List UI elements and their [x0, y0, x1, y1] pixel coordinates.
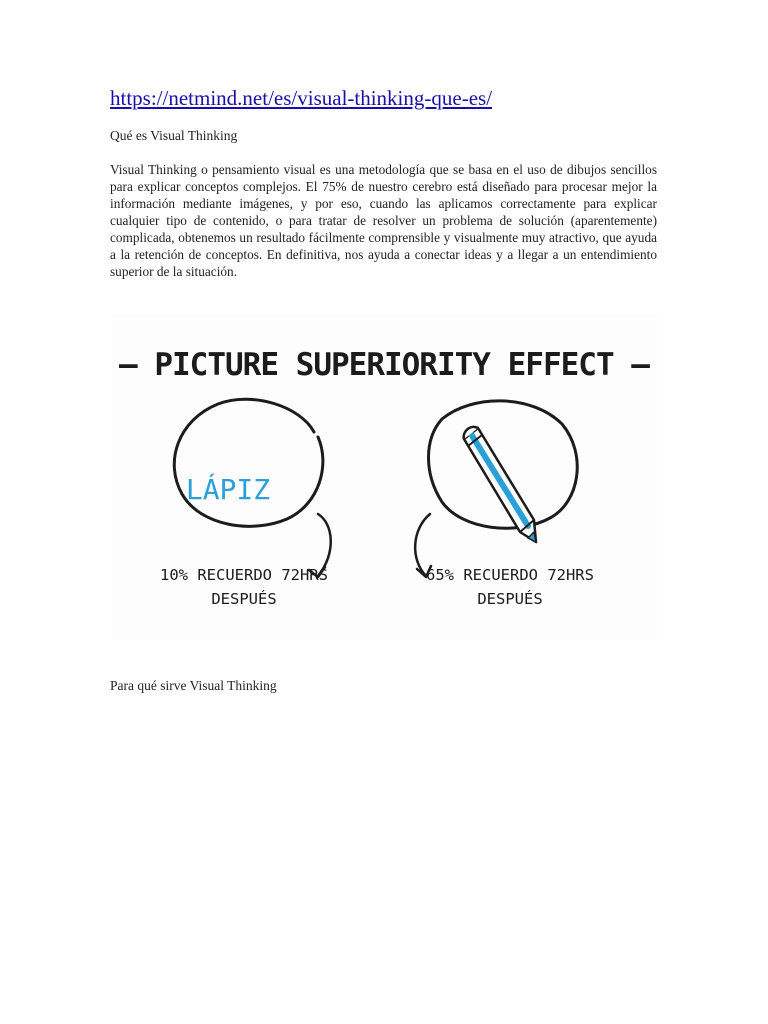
right-circle [429, 401, 578, 528]
figure-title: – PICTURE SUPERIORITY EFFECT – [119, 347, 649, 383]
left-caption-line1: 10% RECUERDO 72HRS [160, 566, 328, 584]
section-paragraph: Visual Thinking o pensamiento visual es una metodología que se basa en el uso de dibujos sencillos para explicar conceptos complejos. El 75% de nuestro cerebro está diseñado para procesar mejor la información mediante imágenes, y por eso, cuando las aplicamos correctamente para explicar cualquier tipo de contenido, o para tratar de resolver un problema de solución (aparentemente) complicada, obtenemos un resultado fácilmente comprensible y visualmente muy atractivo, que ayuda a la retención de conceptos. En definitiva, nos ayuda a conectar ideas y a llegar a un entendimiento superior de la situación. [110, 162, 657, 279]
figure-illustration [112, 314, 657, 640]
picture-superiority-figure [112, 314, 657, 640]
right-caption-line1: 65% RECUERDO 72HRS [426, 566, 594, 584]
section-heading-para-que-sirve: Para qué sirve Visual Thinking [110, 678, 277, 693]
source-link[interactable]: https://netmind.net/es/visual-thinking-que-es/ [110, 86, 493, 110]
left-word: LÁPIZ [185, 473, 271, 506]
left-caption-line2: DESPUÉS [211, 590, 277, 608]
left-circle [174, 399, 323, 526]
right-caption-line2: DESPUÉS [477, 590, 543, 608]
section-heading-que-es: Qué es Visual Thinking [110, 128, 238, 143]
